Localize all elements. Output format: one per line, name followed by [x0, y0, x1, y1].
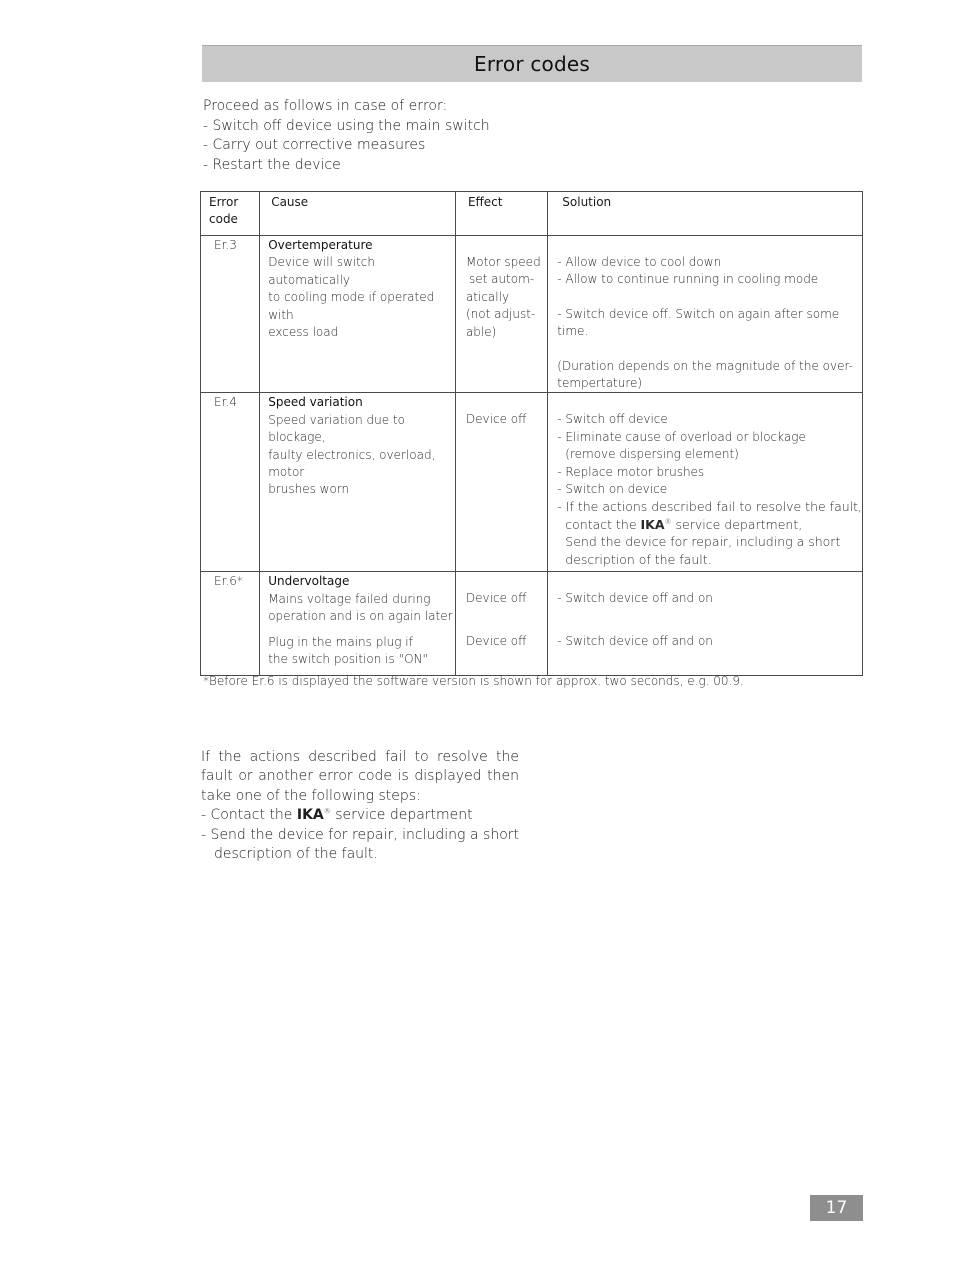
solution-cell: - Allow device to cool down - Allow to continue running in cooling mode - Switch device off. Switch on again after some time. (Duration depends on the magnitude of the over- tempertature) [548, 236, 863, 393]
table-header-row [201, 192, 863, 236]
error-code-cell: Er.6* [201, 572, 260, 676]
header-effect: Effect [455, 192, 547, 236]
cause-title: Overtemperature [268, 238, 373, 252]
table-row [201, 236, 863, 393]
cause-title: Speed variation [268, 395, 363, 410]
error-code-table [200, 191, 863, 676]
intro-instructions [203, 97, 490, 175]
table-footnote: *Before Er.6 is displayed the software version is shown for approx. two seconds, e.g. 00.9. [203, 674, 744, 688]
solution-cell: - Switch off device - Eliminate cause of overload or blockage (remove dispersing element) - Replace motor brushes - Switch on device - If the actions described fail to resolve the fault, contact the IKA® service department, Send the device for repair, including a short description of the fault. [548, 393, 863, 572]
closing-instructions: If the actions described fail to resolve the fault or another error code is displayed then take one of the following steps: - Contact the IKA® service department - Send the device for repair, including a short description of the fault. [201, 749, 519, 863]
page-number: 17 [810, 1195, 863, 1221]
error-code-cell: Er.4 [201, 393, 260, 572]
closing-send-step: - Send the device for repair, including a short [201, 826, 519, 843]
effect-cell: Device off Device off [455, 572, 547, 676]
section-title-bar [202, 45, 862, 82]
table-row [201, 572, 863, 676]
header-solution: Solution [548, 192, 863, 236]
intro-step: - Switch off device using the main switch [203, 117, 490, 134]
ika-brand: IKA [296, 807, 324, 824]
cause-cell: Speed variation Speed variation due to blockage, faulty electronics, overload, motor brushes worn [260, 393, 456, 572]
error-code-cell: Er.3 [201, 236, 260, 393]
header-cause: Cause [260, 192, 456, 236]
solution-cell: - Switch device off and on - Switch device off and on [548, 572, 863, 676]
closing-paragraph: If the actions described fail to resolve the fault or another error code is displayed then take one of the following steps: [201, 749, 519, 804]
effect-cell: Motor speed set autom- atically (not adjust- able) [455, 236, 547, 393]
cause-cell: Overtemperature Device will switch automatically to cooling mode if operated with excess load [260, 236, 456, 393]
cause-cell: Undervoltage Mains voltage failed during operation and is on again later Plug in the mains plug if the switch position is "ON" [260, 572, 456, 676]
intro-step: - Carry out corrective measures [203, 137, 426, 153]
page-title: Error codes [474, 52, 590, 76]
closing-contact-step: - Contact the IKA® service department [201, 807, 473, 824]
effect-cell: Device off [455, 393, 547, 572]
table-row [201, 393, 863, 572]
cause-title: Undervoltage [268, 574, 350, 589]
header-error-code: Error code [201, 192, 260, 236]
intro-step: - Restart the device [203, 156, 341, 173]
intro-lead: Proceed as follows in case of error: [203, 98, 448, 114]
ika-brand: IKA [640, 516, 665, 532]
